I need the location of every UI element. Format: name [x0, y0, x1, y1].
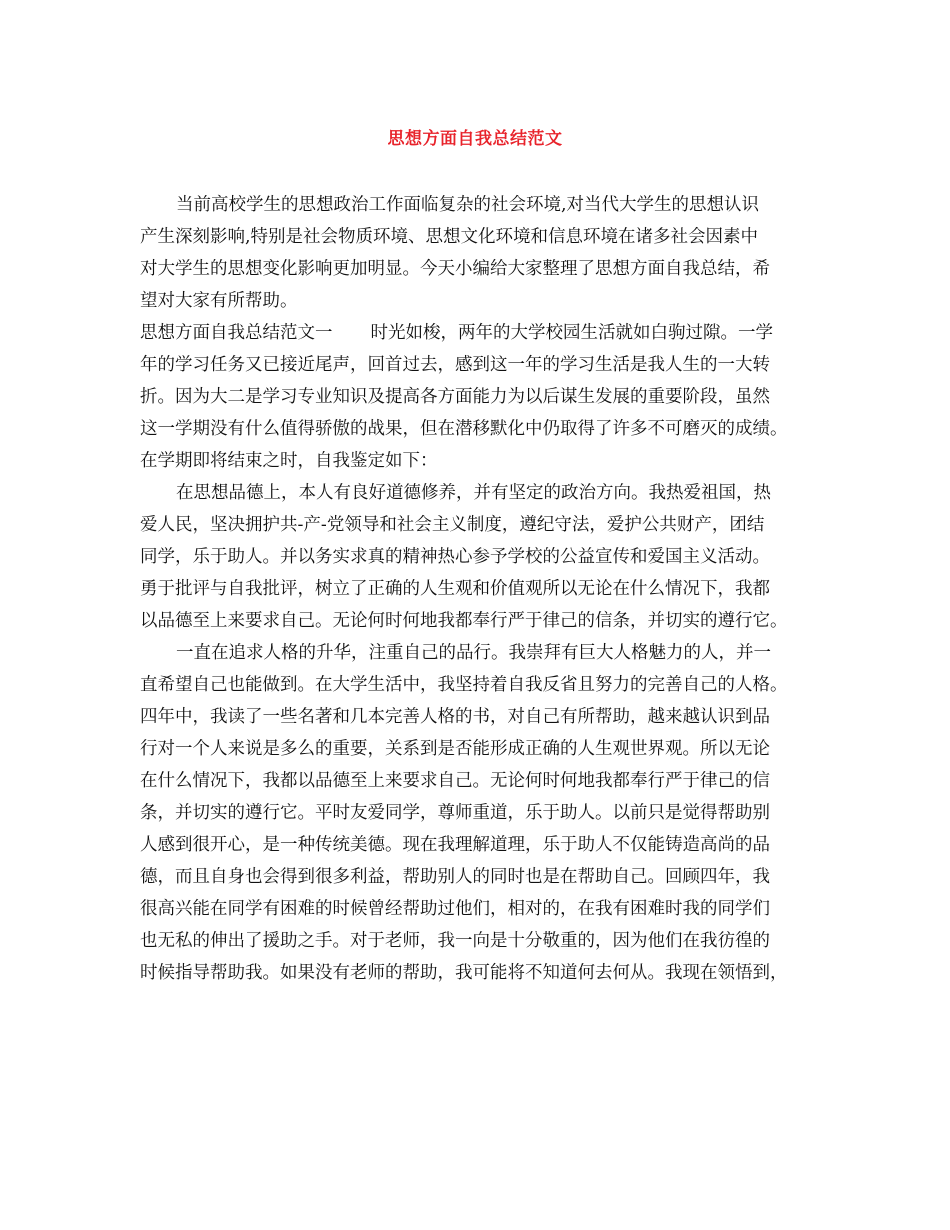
text-line: 这一学期没有什么值得骄傲的战果，但在潜移默化中仍取得了许多不可磨灭的成绩。: [140, 419, 788, 439]
text-line: 也无私的伸出了援助之手。对于老师，我一向是十分敬重的，因为他们在我彷徨的: [140, 931, 770, 951]
text-line: 德，而且自身也会得到很多利益，帮助别人的同时也是在帮助自己。回顾四年，我: [140, 867, 770, 887]
text-line: 一直在追求人格的升华，注重自己的品行。我崇拜有巨大人格魅力的人，并一: [176, 643, 771, 663]
text-line: 年的学习任务又已接近尾声，回首过去，感到这一年的学习生活是我人生的一大转: [140, 355, 770, 375]
text-line: 很高兴能在同学有困难的时候曾经帮助过他们，相对的，在我有困难时我的同学们: [140, 899, 770, 919]
text-line: 条，并切实的遵行它。平时友爱同学，尊师重道，乐于助人。以前只是觉得帮助别: [140, 803, 770, 823]
text-line: 折。因为大二是学习专业知识及提高各方面能力为以后谋生发展的重要阶段，虽然: [140, 387, 770, 407]
text-line: 时光如梭，两年的大学校园生活就如白驹过隙。一学: [370, 323, 773, 343]
section-line: [140, 321, 773, 345]
text-line: 当前高校学生的思想政治工作面临复杂的社会环境,对当代大学生的思想认识: [176, 195, 760, 215]
text-line: 勇于批评与自我批评，树立了正确的人生观和价值观所以无论在什么情况下，我都: [140, 579, 770, 599]
document-title: 思想方面自我总结范文: [387, 129, 563, 149]
section-heading: 思想方面自我总结范文一: [140, 323, 333, 343]
text-line: 人感到很开心，是一种传统美德。现在我理解道理，乐于助人不仅能铸造高尚的品: [140, 835, 770, 855]
text-line: 以品德至上来要求自己。无论何时何地我都奉行严于律己的信条，并切实的遵行它。: [140, 611, 788, 631]
text-line: 在思想品德上，本人有良好道德修养，并有坚定的政治方向。我热爱祖国，热: [176, 483, 771, 503]
text-line: 在学期即将结束之时，自我鉴定如下：: [140, 451, 438, 471]
text-line: 时候指导帮助我。如果没有老师的帮助，我可能将不知道何去何从。我现在领悟到，: [140, 963, 788, 983]
text-line: 四年中，我读了一些名著和几本完善人格的书，对自己有所帮助，越来越认识到品: [140, 707, 770, 727]
text-line: 同学，乐于助人。并以务实求真的精神热心参予学校的公益宣传和爱国主义活动。: [140, 547, 770, 567]
text-line: 在什么情况下，我都以品德至上来要求自己。无论何时何地我都奉行严于律己的信: [140, 771, 770, 791]
text-line: 望对大家有所帮助。: [140, 291, 298, 311]
text-line: 产生深刻影响,特别是社会物质环境、思想文化环境和信息环境在诸多社会因素中: [140, 227, 759, 247]
text-line: 爱人民，坚决拥护共-产-党领导和社会主义制度，遵纪守法，爱护公共财产，团结: [140, 515, 765, 535]
text-line: 行对一个人来说是多么的重要，关系到是否能形成正确的人生观世界观。所以无论: [140, 739, 770, 759]
text-line: 对大学生的思想变化影响更加明显。今天小编给大家整理了思想方面自我总结，希: [140, 259, 770, 279]
text-line: 直希望自己也能做到。在大学生活中，我坚持着自我反省且努力的完善自己的人格。: [140, 675, 788, 695]
